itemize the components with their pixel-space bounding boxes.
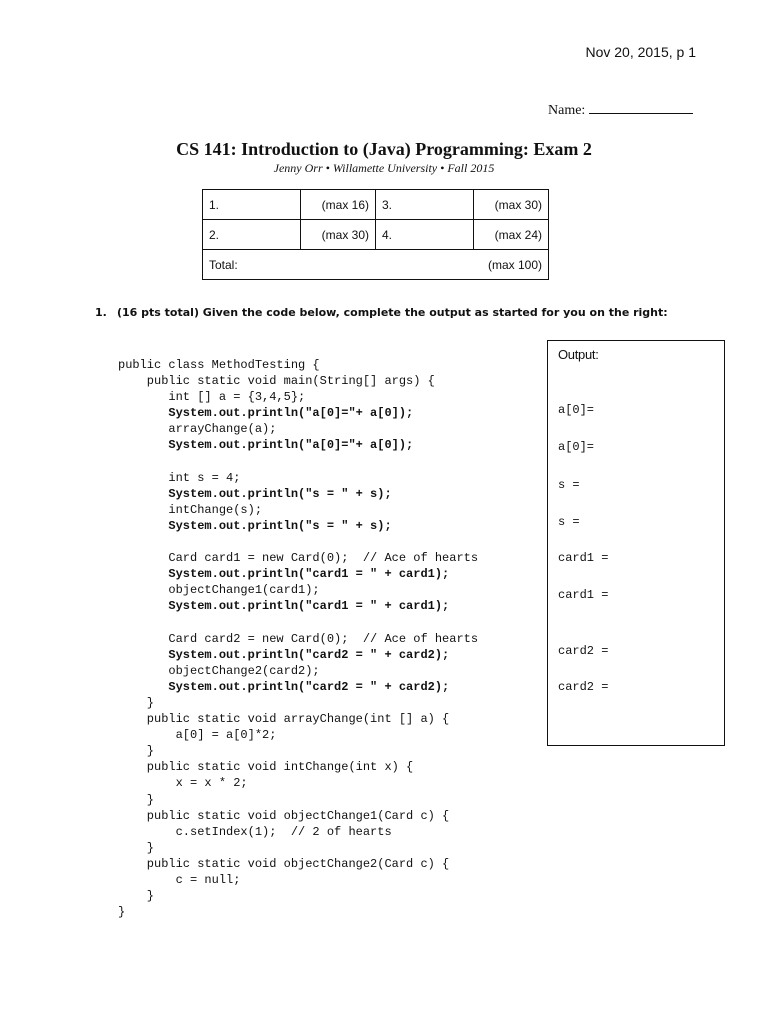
code-line: public class MethodTesting { (118, 358, 320, 372)
output-label: a[0]= (558, 403, 595, 417)
output-label: s = (558, 478, 580, 492)
question-1 (95, 306, 668, 319)
code-line (118, 615, 478, 631)
code-line: a[0] = a[0]*2; (118, 728, 277, 743)
output-label: a[0]= (558, 440, 595, 454)
code-block (118, 357, 478, 920)
code-line: System.out.println("card2 = " + card2); (118, 647, 450, 662)
code-line: } (118, 744, 155, 759)
code-line: System.out.println("a[0]="+ a[0]); (118, 438, 414, 453)
score-max: (max 16) (301, 190, 376, 220)
name-field (548, 101, 693, 119)
output-title: Output: (558, 347, 599, 362)
code-line: System.out.println("s = " + s); (118, 486, 392, 501)
exam-subtitle: Jenny Orr • Willamette University • Fall 2015 (273, 161, 495, 175)
code-line: } (118, 905, 126, 920)
total-max: (max 100) (376, 250, 549, 280)
code-line: public static void main(String[] args) { (118, 374, 435, 389)
score-row (203, 190, 549, 220)
output-label: card2 = (558, 644, 609, 658)
score-table (202, 189, 549, 280)
code-line: System.out.println("card1 = " + card1); (118, 567, 450, 582)
code-line: objectChange1(card1); (118, 583, 320, 598)
code-line: arrayChange(a); (118, 422, 277, 437)
code-line: } (118, 695, 155, 710)
code-line (118, 534, 478, 550)
output-label: s = (558, 515, 580, 529)
code-line: c.setIndex(1); // 2 of hearts (118, 824, 392, 839)
code-line: objectChange2(card2); (118, 663, 320, 678)
code-line: public static void objectChange1(Card c) { (118, 808, 450, 823)
output-label: card1 = (558, 588, 609, 602)
code-line: x = x * 2; (118, 776, 248, 791)
question-number: 1. (95, 306, 107, 319)
name-blank-line[interactable] (589, 101, 693, 114)
code-line: public static void objectChange2(Card c) { (118, 856, 450, 871)
code-line: } (118, 792, 155, 807)
page-date: Nov 20, 2015, p 1 (585, 44, 696, 60)
code-line: System.out.println("s = " + s); (118, 518, 392, 533)
code-line (118, 454, 478, 470)
code-line: public static void arrayChange(int [] a) { (118, 712, 450, 727)
code-line: } (118, 840, 155, 855)
score-row (203, 220, 549, 250)
code-line: Card card1 = new Card(0); // Ace of hearts (118, 551, 479, 566)
code-line: System.out.println("a[0]="+ a[0]); (118, 406, 414, 421)
total-label: Total: (203, 250, 376, 280)
code-line: System.out.println("card1 = " + card1); (118, 599, 450, 614)
name-label: Name: (548, 103, 586, 118)
code-line: c = null; (118, 873, 241, 887)
score-label: 4. (376, 220, 474, 250)
output-label: card1 = (558, 551, 609, 565)
score-label: 3. (376, 190, 474, 220)
code-line: intChange(s); (118, 502, 263, 517)
code-line: int s = 4; (118, 470, 241, 485)
score-max: (max 30) (301, 220, 376, 250)
output-label: card2 = (558, 680, 609, 694)
score-max: (max 30) (474, 190, 549, 220)
question-text: (16 pts total) Given the code below, complete the output as started for you on the right: (117, 306, 668, 319)
code-line: } (118, 889, 155, 904)
exam-title: CS 141: Introduction to (Java) Programming: Exam 2 (176, 139, 592, 159)
code-line: int [] a = {3,4,5}; (118, 390, 306, 405)
code-line: Card card2 = new Card(0); // Ace of hearts (118, 631, 479, 646)
score-max: (max 24) (474, 220, 549, 250)
score-label: 2. (203, 220, 301, 250)
score-total-row (203, 250, 549, 280)
code-line: public static void intChange(int x) { (118, 760, 414, 775)
score-label: 1. (203, 190, 301, 220)
code-line: System.out.println("card2 = " + card2); (118, 679, 450, 694)
